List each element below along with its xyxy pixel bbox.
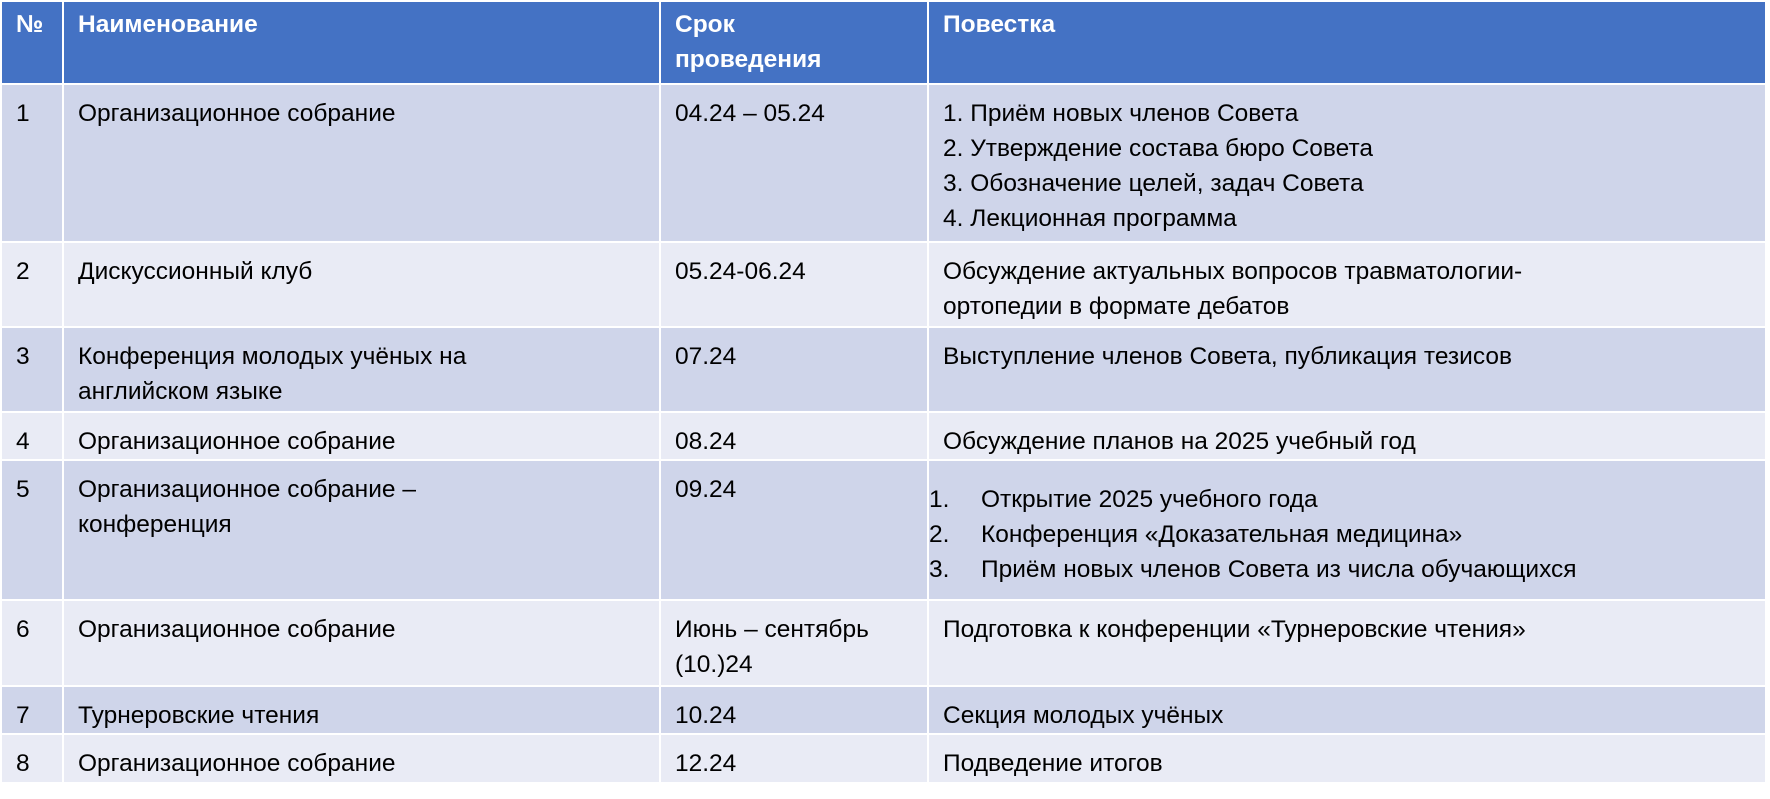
cell-num: 7 xyxy=(1,686,63,734)
header-date-line: Срок xyxy=(675,11,735,38)
cell-name xyxy=(63,600,660,686)
cell-date xyxy=(660,84,928,242)
cell-date xyxy=(660,600,928,686)
cell-name-line: Организационное собрание xyxy=(78,100,396,127)
cell-name-line: Организационное собрание – xyxy=(78,476,416,503)
agenda-item: 4. Лекционная программа xyxy=(943,205,1237,232)
cell-agenda xyxy=(928,600,1766,686)
cell-date xyxy=(660,734,928,783)
header-name: Наименование xyxy=(63,1,660,84)
cell-name xyxy=(63,460,660,600)
cell-name-line: Дискуссионный клуб xyxy=(78,258,313,285)
table-row xyxy=(1,460,1766,600)
agenda-item xyxy=(929,552,1751,587)
cell-num: 2 xyxy=(1,242,63,327)
agenda-item: 1. Приём новых членов Совета xyxy=(943,100,1299,127)
cell-agenda-line: ортопедии в формате дебатов xyxy=(943,293,1290,320)
cell-date-line: 12.24 xyxy=(675,750,737,777)
cell-name-line: Турнеровские чтения xyxy=(78,702,320,729)
cell-agenda-line: Подведение итогов xyxy=(943,750,1163,777)
cell-date-line: 09.24 xyxy=(675,476,737,503)
agenda-item-text: Конференция «Доказательная медицина» xyxy=(981,521,1463,548)
header-date xyxy=(660,1,928,84)
table-body xyxy=(1,84,1766,783)
cell-agenda-line: Секция молодых учёных xyxy=(943,702,1224,729)
cell-name xyxy=(63,734,660,783)
cell-date xyxy=(660,242,928,327)
header-agenda: Повестка xyxy=(928,1,1766,84)
cell-name-line: английском языке xyxy=(78,378,283,405)
table-row xyxy=(1,600,1766,686)
header-num: № xyxy=(1,1,63,84)
table-row xyxy=(1,327,1766,412)
cell-num: 8 xyxy=(1,734,63,783)
cell-date-line: 08.24 xyxy=(675,428,737,455)
cell-num: 4 xyxy=(1,412,63,460)
cell-name-line: Конференция молодых учёных на xyxy=(78,343,467,370)
cell-num: 1 xyxy=(1,84,63,242)
table-row xyxy=(1,84,1766,242)
cell-num: 3 xyxy=(1,327,63,412)
cell-agenda xyxy=(928,460,1766,600)
cell-name-line: Организационное собрание xyxy=(78,750,396,777)
cell-agenda xyxy=(928,686,1766,734)
cell-num: 5 xyxy=(1,460,63,600)
agenda-list xyxy=(929,482,1751,587)
table-row xyxy=(1,734,1766,783)
table-row xyxy=(1,242,1766,327)
agenda-item: 3. Обозначение целей, задач Совета xyxy=(943,170,1364,197)
cell-date-line: 07.24 xyxy=(675,343,737,370)
cell-agenda xyxy=(928,327,1766,412)
table-row xyxy=(1,412,1766,460)
cell-date xyxy=(660,412,928,460)
cell-date-line: Июнь – сентябрь xyxy=(675,616,869,643)
agenda-item xyxy=(929,517,1751,552)
cell-date-line: (10.)24 xyxy=(675,651,753,678)
cell-name xyxy=(63,84,660,242)
agenda-item xyxy=(929,482,1751,517)
cell-name xyxy=(63,412,660,460)
header-date-line: проведения xyxy=(675,46,822,73)
agenda-item-text: Открытие 2025 учебного года xyxy=(981,486,1318,513)
cell-name xyxy=(63,327,660,412)
agenda-item-text: Приём новых членов Совета из числа обучающихся xyxy=(981,556,1577,583)
cell-agenda xyxy=(928,242,1766,327)
agenda-item-number: 2. xyxy=(929,521,950,548)
agenda-item-number: 1. xyxy=(929,486,950,513)
cell-agenda-line: Обсуждение планов на 2025 учебный год xyxy=(943,428,1416,455)
agenda-item: 2. Утверждение состава бюро Совета xyxy=(943,135,1374,162)
cell-name xyxy=(63,686,660,734)
cell-agenda-line: Подготовка к конференции «Турнеровские чтения» xyxy=(943,616,1526,643)
cell-date-line: 10.24 xyxy=(675,702,737,729)
cell-date xyxy=(660,327,928,412)
cell-name xyxy=(63,242,660,327)
cell-agenda-line: Обсуждение актуальных вопросов травматологии- xyxy=(943,258,1523,285)
cell-agenda xyxy=(928,84,1766,242)
cell-num: 6 xyxy=(1,600,63,686)
header-row xyxy=(1,1,1766,84)
cell-date-line: 04.24 – 05.24 xyxy=(675,100,825,127)
cell-date-line: 05.24-06.24 xyxy=(675,258,806,285)
table-header xyxy=(1,1,1766,84)
cell-agenda xyxy=(928,734,1766,783)
cell-date xyxy=(660,460,928,600)
cell-name-line: конференция xyxy=(78,511,232,538)
agenda-item-number: 3. xyxy=(929,556,950,583)
table-row xyxy=(1,686,1766,734)
cell-agenda xyxy=(928,412,1766,460)
cell-name-line: Организационное собрание xyxy=(78,428,396,455)
agenda-list xyxy=(943,96,1751,236)
cell-agenda-line: Выступление членов Совета, публикация тезисов xyxy=(943,343,1513,370)
cell-date xyxy=(660,686,928,734)
cell-name-line: Организационное собрание xyxy=(78,616,396,643)
